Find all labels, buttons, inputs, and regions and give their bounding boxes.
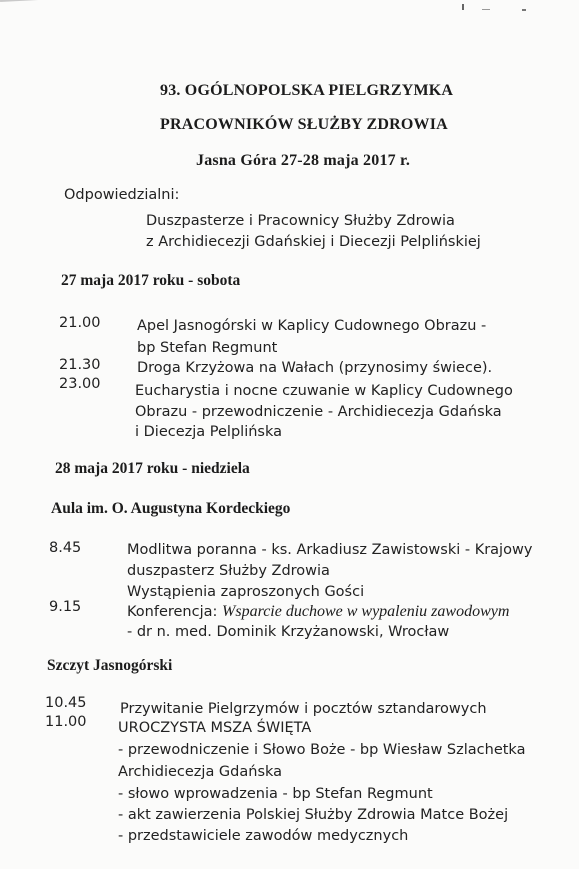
day2-heading: 28 maja 2017 roku - niedziela	[55, 460, 250, 477]
time-1100: 11.00	[45, 714, 87, 730]
venue-aula: Aula im. O. Augustyna Kordeckiego	[51, 500, 291, 517]
conference-line	[127, 603, 509, 621]
schedule-line: Przywitanie Pielgrzymów i pocztów sztandarowych	[120, 701, 487, 717]
schedule-line: - słowo wprowadzenia - bp Stefan Regmunt	[118, 786, 433, 802]
title-line-1: 93. OGÓLNOPOLSKA PIELGRZYMKA	[160, 82, 454, 99]
title-line-2: PRACOWNIKÓW SŁUŻBY ZDROWIA	[160, 116, 448, 133]
time-2130: 21.30	[59, 357, 101, 373]
day1-heading: 27 maja 2017 roku - sobota	[61, 272, 241, 289]
responsible-line-1: Duszpasterze i Pracownicy Służby Zdrowia	[146, 213, 455, 229]
scan-edge-mark	[522, 9, 526, 11]
time-2100: 21.00	[59, 315, 101, 331]
schedule-line: Apel Jasnogórski w Kaplicy Cudownego Obrazu -	[137, 318, 487, 334]
schedule-line: Wystąpienia zaproszonych Gości	[127, 584, 365, 600]
schedule-line: - dr n. med. Dominik Krzyżanowski, Wrocław	[127, 624, 450, 640]
schedule-line: duszpasterz Służby Zdrowia	[127, 563, 330, 579]
schedule-line: i Diecezja Pelplińska	[135, 424, 282, 440]
venue-szczyt: Szczyt Jasnogórski	[47, 657, 173, 674]
schedule-line: UROCZYSTA MSZA ŚWIĘTA	[118, 720, 312, 736]
conference-title: Wsparcie duchowe w wypaleniu zawodowym	[222, 603, 510, 620]
time-0845: 8.45	[49, 540, 82, 556]
schedule-line: - przedstawiciele zawodów medycznych	[118, 828, 409, 844]
time-0915: 9.15	[49, 599, 82, 615]
schedule-line: - akt zawierzenia Polskiej Służby Zdrowia Matce Bożej	[118, 807, 509, 823]
time-1045: 10.45	[45, 695, 87, 711]
scan-edge-mark	[0, 0, 160, 2]
schedule-line: - przewodniczenie i Słowo Boże - bp Wiesław Szlachetka	[118, 742, 526, 758]
schedule-line: Archidiecezja Gdańska	[118, 764, 283, 780]
responsible-label: Odpowiedzialni:	[64, 187, 180, 203]
schedule-line: Modlitwa poranna - ks. Arkadiusz Zawistowski - Krajowy	[127, 542, 533, 558]
time-2300: 23.00	[59, 376, 101, 392]
responsible-line-2: z Archidiecezji Gdańskiej i Diecezji Pelplińskiej	[146, 234, 481, 250]
event-date: Jasna Góra 27-28 maja 2017 r.	[196, 152, 411, 169]
schedule-line: Obrazu - przewodniczenie - Archidiecezja Gdańska	[135, 404, 502, 420]
conference-prefix: Konferencja:	[127, 604, 223, 620]
schedule-line: Droga Krzyżowa na Wałach (przynosimy świece).	[137, 360, 493, 376]
scan-edge-mark	[482, 9, 490, 10]
schedule-line: Eucharystia i nocne czuwanie w Kaplicy Cudownego	[135, 383, 513, 399]
schedule-line: bp Stefan Regmunt	[137, 340, 278, 356]
scan-edge-mark	[462, 4, 464, 10]
